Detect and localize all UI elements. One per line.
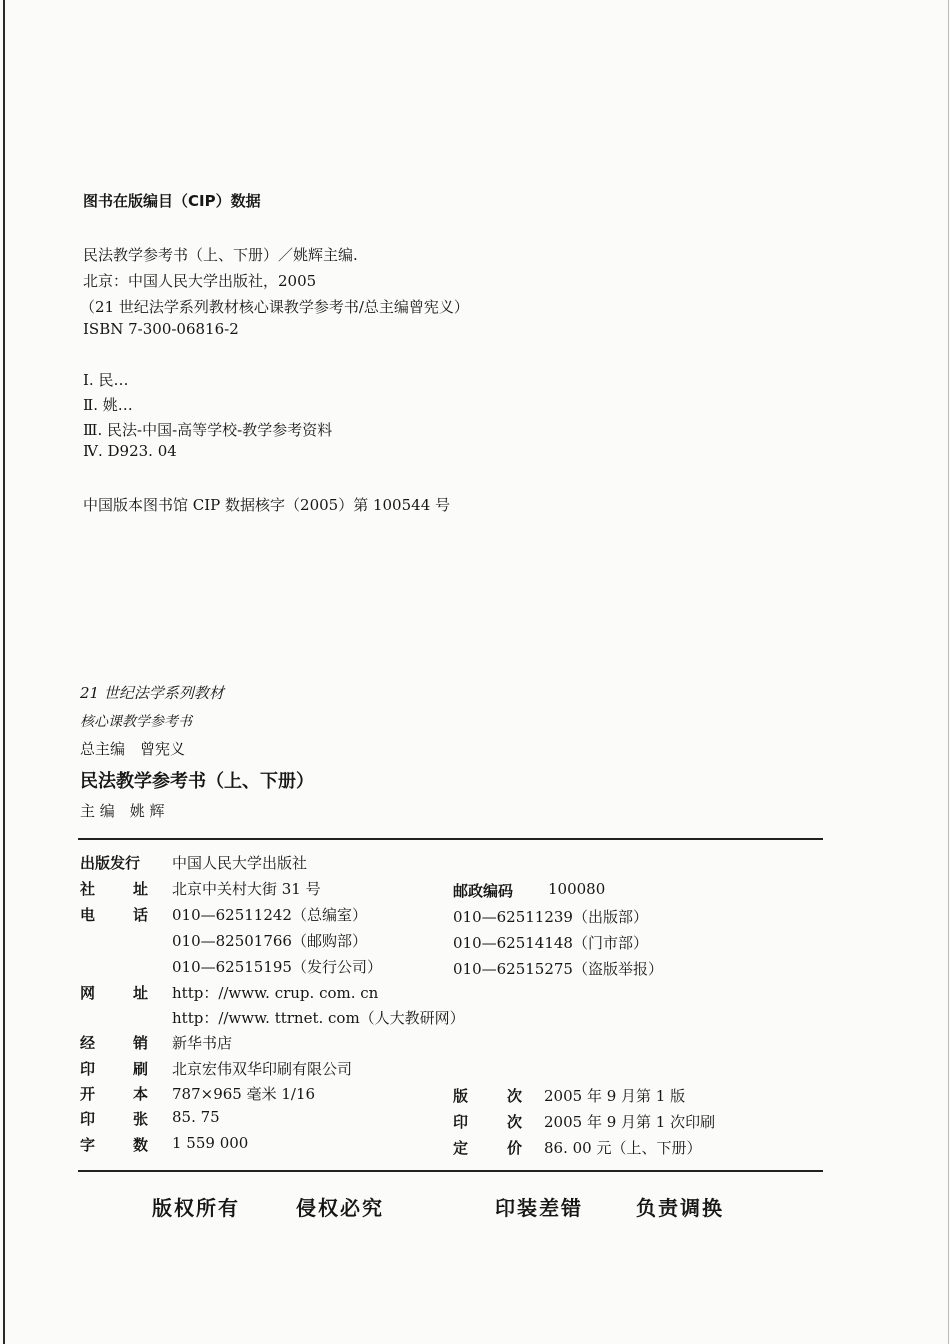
format-label-2: 本	[133, 1085, 149, 1103]
cip-title-line: 民法教学参考书（上、下册）／姚辉主编.	[83, 246, 358, 264]
phone-left: 010—82501766（邮购部）	[172, 932, 367, 950]
price-label-1: 定	[453, 1139, 469, 1157]
cip-subject: Ⅰ. 民…	[83, 371, 129, 389]
printer-label-2: 刷	[133, 1060, 149, 1078]
phone-right: 010—62511239（出版部）	[453, 908, 648, 926]
cip-publisher-line: 北京：中国人民大学出版社，2005	[83, 272, 317, 290]
quality-slogan: 印装差错	[495, 1196, 583, 1220]
format-label-1: 开	[80, 1085, 96, 1103]
bottom-rule	[78, 1170, 823, 1172]
distributor-label-1: 经	[80, 1034, 96, 1052]
words-label-1: 字	[80, 1136, 96, 1154]
series-name: 21 世纪法学系列教材	[80, 684, 224, 702]
phone-left: 010—62511242（总编室）	[172, 906, 367, 924]
address-value: 北京中关村大街 31 号	[172, 880, 321, 898]
publisher-label: 出版发行	[80, 854, 141, 872]
top-rule	[78, 838, 823, 840]
copyright-slogan: 版权所有	[152, 1196, 240, 1220]
address-label-1: 社	[80, 880, 96, 898]
edition-value: 2005 年 9 月第 1 版	[544, 1087, 686, 1105]
sheets-value: 85. 75	[172, 1108, 220, 1126]
editor: 主 编 姚 辉	[80, 802, 165, 820]
cip-number: 中国版本图书馆 CIP 数据核字（2005）第 100544 号	[83, 496, 451, 514]
phone-label-1: 电	[80, 906, 96, 924]
format-value: 787×965 毫米 1/16	[172, 1085, 316, 1103]
distributor-label-2: 销	[133, 1034, 149, 1052]
printing-value: 2005 年 9 月第 1 次印刷	[544, 1113, 716, 1131]
printer-value: 北京宏伟双华印刷有限公司	[172, 1060, 353, 1078]
postcode-label: 邮政编码	[453, 882, 514, 900]
phone-right: 010—62515275（盗版举报）	[453, 960, 663, 978]
phone-left: 010—62515195（发行公司）	[172, 958, 382, 976]
printing-label-2: 次	[507, 1113, 523, 1131]
publisher-value: 中国人民大学出版社	[172, 854, 308, 872]
cip-series-line: （21 世纪法学系列教材核心课教学参考书/总主编曾宪义）	[80, 298, 469, 316]
printer-label-1: 印	[80, 1060, 96, 1078]
website-link[interactable]: http：//www. ttrnet. com（人大教研网）	[172, 1009, 465, 1027]
cip-subject: Ⅳ. D923. 04	[83, 442, 177, 460]
phone-label-2: 话	[133, 906, 149, 924]
postcode-value: 100080	[548, 880, 606, 898]
scan-edge-right	[948, 0, 949, 1344]
cip-isbn-line: ISBN 7-300-06816-2	[83, 320, 239, 338]
copyright-slogan: 侵权必究	[296, 1196, 384, 1220]
sheets-label-2: 张	[133, 1110, 149, 1128]
web-label-2: 址	[133, 984, 149, 1002]
distributor-value: 新华书店	[172, 1034, 233, 1052]
website-link[interactable]: http：//www. crup. com. cn	[172, 984, 379, 1002]
edition-label-2: 次	[507, 1087, 523, 1105]
sheets-label-1: 印	[80, 1110, 96, 1128]
price-label-2: 价	[507, 1139, 523, 1157]
words-label-2: 数	[133, 1136, 149, 1154]
series-subname: 核心课教学参考书	[80, 714, 192, 730]
cip-heading: 图书在版编目（CIP）数据	[83, 192, 261, 210]
edition-label-1: 版	[453, 1087, 469, 1105]
address-label-2: 址	[133, 880, 149, 898]
quality-slogan: 负责调换	[636, 1196, 724, 1220]
web-label-1: 网	[80, 984, 96, 1002]
cip-subject: Ⅱ. 姚…	[83, 396, 133, 414]
book-title: 民法教学参考书（上、下册）	[80, 771, 314, 792]
scan-edge-left	[3, 0, 5, 1344]
printing-label-1: 印	[453, 1113, 469, 1131]
chief-editor: 总主编 曾宪义	[80, 740, 186, 758]
cip-subject: Ⅲ. 民法-中国-高等学校-教学参考资料	[83, 421, 333, 439]
phone-right: 010—62514148（门市部）	[453, 934, 648, 952]
words-value: 1 559 000	[172, 1134, 249, 1152]
price-value: 86. 00 元（上、下册）	[544, 1139, 702, 1157]
